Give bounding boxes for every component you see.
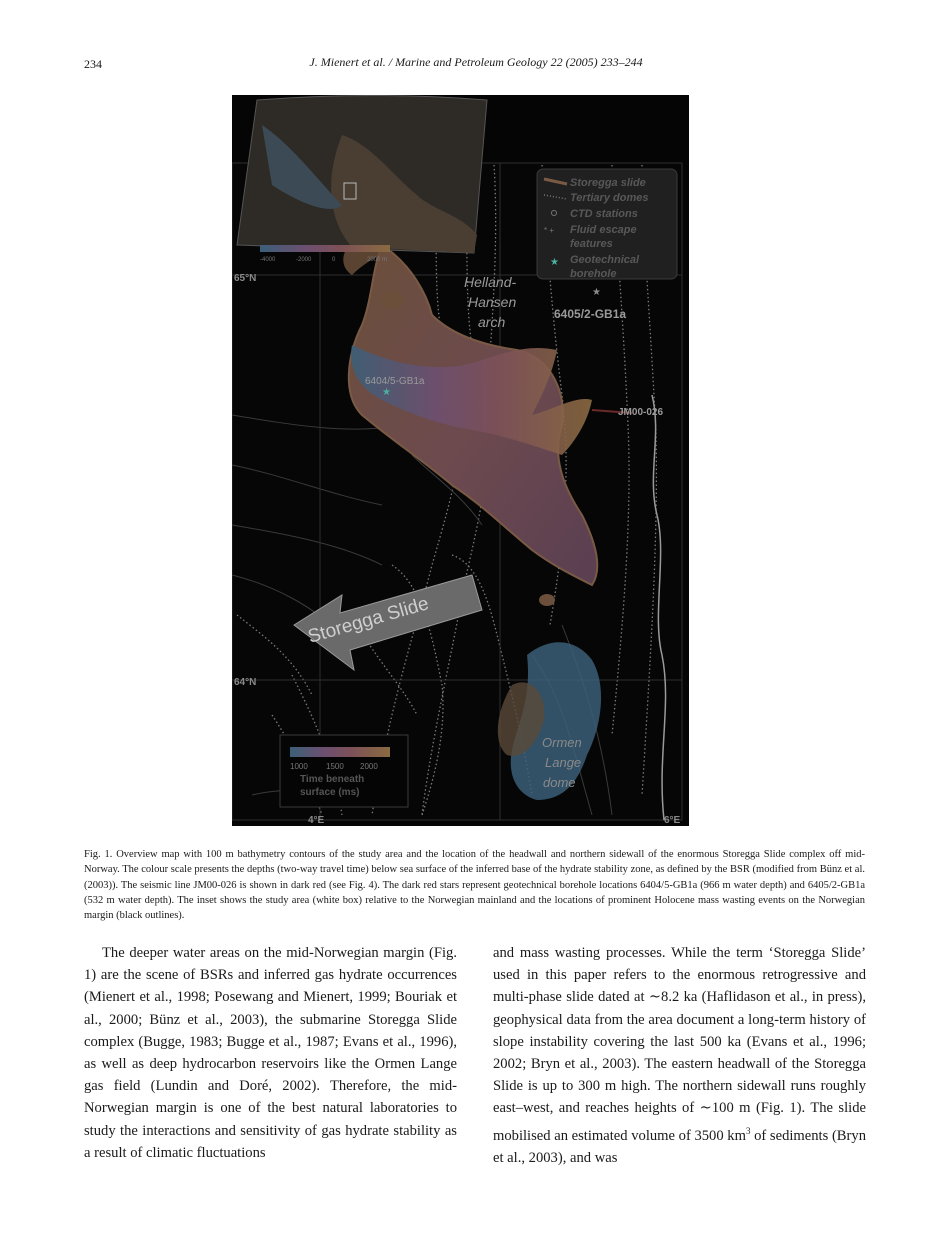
body-column-right: [493, 942, 866, 1169]
lon-4-label: 4°E: [308, 815, 325, 826]
colour-scale: [280, 735, 408, 807]
seismic-line-label: JM00-026: [618, 407, 664, 418]
arch-label-2: Hansen: [468, 294, 517, 310]
feature-blob-1: [380, 291, 404, 309]
feature-blob-2: [539, 594, 555, 606]
svg-text:★: ★: [550, 257, 559, 268]
lon-6-label: 6°E: [664, 815, 681, 826]
colour-scale-title-2: surface (ms): [300, 787, 360, 798]
lat-64-label: 64°N: [234, 677, 257, 688]
map-svg: [232, 95, 689, 826]
colour-tick-1: 1000: [290, 762, 308, 771]
figure-caption: [84, 847, 865, 923]
inset-tick-1: -4000: [260, 257, 276, 263]
dome-label-1: Ormen: [542, 735, 582, 750]
caption-text: Overview map with 100 m bathymetry contours of the study area and the location of the headwall and northern sidewall of the enormous Storegga Slide complex off mid-Norway. The colour scale presents the depths (two-way travel time) below sea surface of the inferred base of the hydrate stability zone, as defined by the BSR (modified from Bünz et al. (2003)). The seismic line JM00-026 is shown in dark red (see Fig. 4). The dark red stars represent geotechnical borehole locations 6404/5-GB1a (966 m water depth) and 6405/2-GB1a (532 m water depth). The inset shows the study area (white box) relative to the Norwegian mainland and the locations of prominent Holocene mass wasting events on the Norwegian margin (black outlines).: [84, 849, 865, 922]
legend-item-7: borehole: [570, 268, 617, 280]
legend-item-4: Fluid escape: [570, 224, 637, 236]
dome-label-3: dome: [543, 775, 576, 790]
colour-tick-2: 1500: [326, 762, 344, 771]
inset-tick-4: 2000 m: [367, 257, 388, 263]
inset-tick-2: -2000: [296, 257, 312, 263]
borehole-label-6405: 6405/2-GB1a: [554, 307, 627, 321]
body-column-left: [84, 942, 457, 1164]
colour-scale-title-1: Time beneath: [300, 774, 365, 785]
borehole-star-2: ★: [592, 287, 601, 298]
right-column-paragraph: [493, 942, 866, 1169]
borehole-star-1: ★: [382, 387, 391, 398]
map-legend: [537, 169, 677, 280]
legend-item-2: Tertiary domes: [570, 192, 649, 204]
arch-label-1: Helland-: [464, 274, 517, 290]
dome-label-2: Lange: [545, 755, 582, 770]
page-number: 234: [84, 57, 102, 71]
lat-65-label: 65°N: [234, 273, 257, 284]
svg-text:* +: * +: [544, 226, 555, 235]
legend-item-3: CTD stations: [570, 208, 638, 220]
legend-item-1: Storegga slide: [570, 177, 646, 189]
running-head: J. Mienert et al. / Marine and Petroleum Geology 22 (2005) 233–244: [309, 55, 643, 69]
right-column-superscript: 3: [745, 1125, 751, 1136]
right-column-text-b: of sediments (Bryn et al., 2003), and was: [493, 1127, 866, 1166]
figure-map: [232, 95, 689, 826]
colour-tick-3: 2000: [360, 762, 378, 771]
right-column-text-a: and mass wasting processes. While the term ‘Storegga Slide’ used in this paper refers to the enormous retrogressive and multi-phase slide dated at ∼8.2 ka (Haflidason et al., in press), geophysical data from the area document a long-term history of slope instability covering the last 500 ka (Evans et al., 1996; 2002; Bryn et al., 2003). The eastern headwall of the Storegga Slide is up to 300 m high. The northern sidewall runs roughly east–west, and reaches heights of ∼100 m (Fig. 1). The slide mobilised an estimated volume of 3500 km: [493, 945, 866, 1144]
arch-label-3: arch: [478, 314, 506, 330]
legend-item-6: Geotechnical: [570, 254, 640, 266]
storegga-slide-label: Storegga Slide: [305, 593, 432, 648]
inset-colour-bar: [260, 245, 390, 252]
legend-item-5: features: [570, 238, 613, 250]
caption-label: Fig. 1.: [84, 849, 113, 860]
inset-tick-3: 0: [332, 257, 336, 263]
left-column-paragraph: The deeper water areas on the mid-Norwegian margin (Fig. 1) are the scene of BSRs and inferred gas hydrate occurrences (Mienert et al., 1998; Posewang and Mienert, 1999; Bouriak et al., 2000; Bünz et al., 2003), the submarine Storegga Slide complex (Bugge, 1983; Bugge et al., 1987; Evans et al., 1996), as well as deep hydrocarbon reservoirs like the Ormen Lange gas field (Lundin and Doré, 2002). Therefore, the mid-Norwegian margin is one of the best natural laboratories to study the interactions and sensitivity of gas hydrate stability as a result of climatic fluctuations: [84, 945, 457, 1161]
colour-scale-bar: [290, 747, 390, 757]
inset-map: [237, 95, 487, 263]
borehole-label-6404: 6404/5-GB1a: [365, 376, 425, 387]
